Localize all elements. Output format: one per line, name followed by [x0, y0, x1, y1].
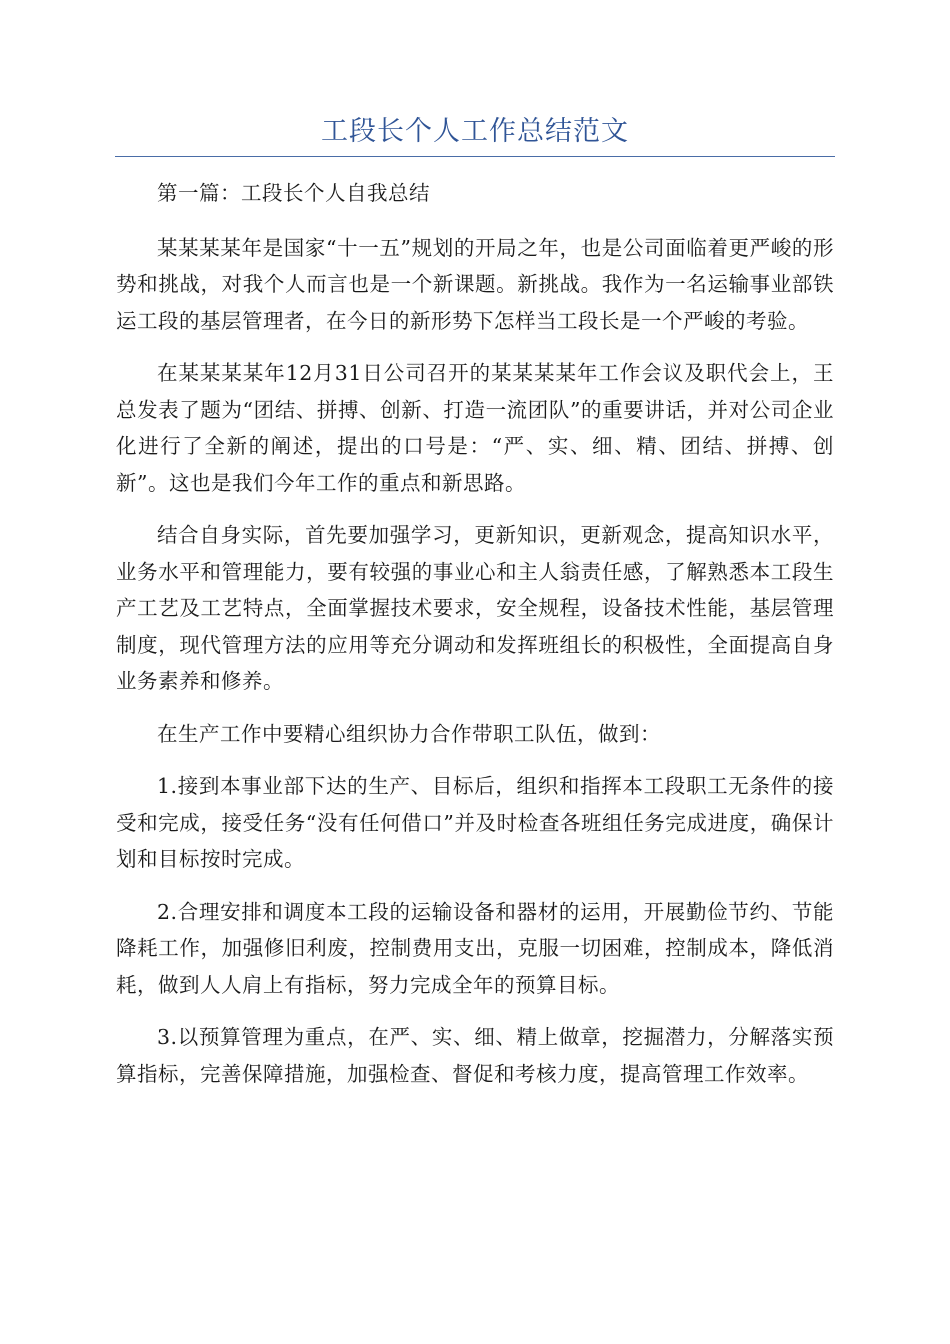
document-title: 工段长个人工作总结范文 [321, 116, 629, 147]
section-heading: 第一篇：工段长个人自我总结 [157, 181, 430, 205]
paragraph: 某某某某年是国家“十一五”规划的开局之年，也是公司面临着更严峻的形势和挑战，对我个人而言也是一个新课题。新挑战。我作为一名运输事业部铁运工段的基层管理者，在今日的新形势下怎样当工段长是一个严峻的考验。 [116, 235, 834, 333]
list-item: 3.以预算管理为重点，在严、实、细、精上做章，挖掘潜力，分解落实预算指标，完善保障措施，加强检查、督促和考核力度，提高管理工作效率。 [116, 1025, 834, 1086]
list-item: 2.合理安排和调度本工段的运输设备和器材的运用，开展勤俭节约、节能降耗工作，加强修旧利废，控制费用支出，克服一切困难，控制成本，降低消耗，做到人人肩上有指标，努力完成全年的预算目标。 [116, 899, 834, 997]
document-body [116, 175, 834, 1108]
paragraph: 在某某某某年12月31日公司召开的某某某某年工作会议及职代会上，王总发表了题为“团结、拼搏、创新、打造一流团队”的重要讲话，并对公司企业化进行了全新的阐述，提出的口号是：“严、实、细、精、团结、拼搏、创新”。这也是我们今年工作的重点和新思路。 [116, 361, 834, 495]
paragraph: 结合自身实际，首先要加强学习，更新知识，更新观念，提高知识水平，业务水平和管理能力，要有较强的事业心和主人翁责任感，了解熟悉本工段生产工艺及工艺特点，全面掌握技术要求，安全规程，设备技术性能，基层管理制度，现代管理方法的应用等充分调动和发挥班组长的积极性，全面提高自身业务素养和修养。 [116, 523, 834, 693]
list-item: 1.接到本事业部下达的生产、目标后，组织和指挥本工段职工无条件的接受和完成，接受任务“没有任何借口”并及时检查各班组任务完成进度，确保计划和目标按时完成。 [116, 774, 834, 871]
title-block [115, 112, 835, 157]
paragraph: 在生产工作中要精心组织协力合作带职工队伍，做到： [157, 721, 661, 746]
